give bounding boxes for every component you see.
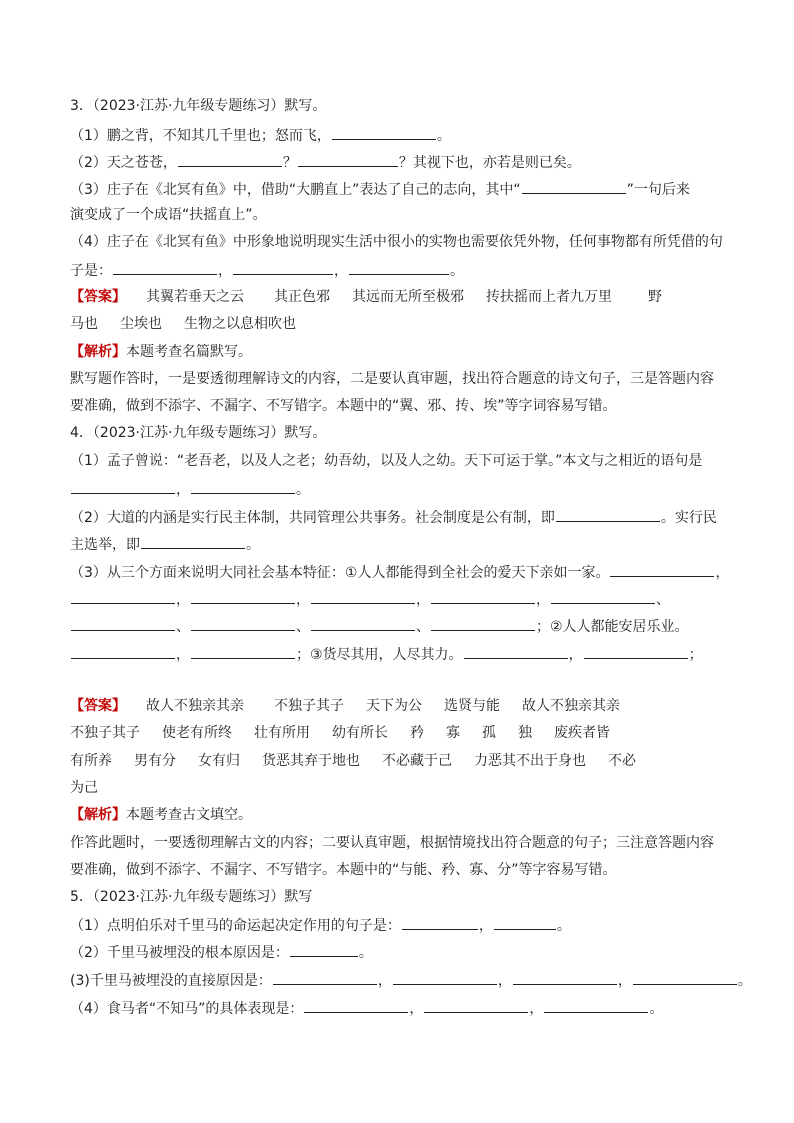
answer-label: 【答案】	[70, 289, 126, 305]
q3-item-3: （3）庄子在《北冥有鱼》中，借助“大鹏直上”表达了自己的志向，其中“ ”一句后来	[70, 179, 690, 199]
answer-blank[interactable]	[513, 970, 617, 985]
answer-blank[interactable]	[332, 125, 436, 140]
answer-blank[interactable]	[610, 562, 714, 577]
q4-answer: 【答案】 故人不独亲其亲 不独子其子 天下为公 选贤与能 故人不独亲其亲	[70, 698, 620, 714]
answer-blank[interactable]	[113, 260, 217, 275]
answer-blank[interactable]	[424, 998, 528, 1013]
q3-title: 3．（2023·江苏·九年级专题练习）默写。	[70, 98, 327, 114]
answer-blank[interactable]	[556, 507, 660, 522]
q4-answer-cont: 为己	[70, 780, 98, 796]
analysis-label: 【解析】	[70, 807, 126, 823]
q5-item-2: （2）千里马被埋没的根本原因是： 。	[70, 942, 373, 962]
q4-analysis-text: 要准确，做到不添字、不漏字、不写错字。本题中的“与能、矜、寡、分”等字容易写错。	[70, 862, 617, 878]
q4-item-3-blanks: ， ；③货尽其用，人尽其力。 ， ；	[70, 644, 703, 664]
answer-blank[interactable]	[311, 589, 415, 604]
answer-blank[interactable]	[191, 589, 295, 604]
q3-analysis-text: 要准确，做到不添字、不漏字、不写错字。本题中的“翼、邪、抟、埃”等字词容易写错。	[70, 398, 617, 414]
answer-blank[interactable]	[273, 970, 377, 985]
q3-answer: 【答案】 其翼若垂天之云 其正色邪 其远而无所至极邪 抟扶摇而上者九万里 野	[70, 289, 662, 305]
q4-analysis: 【解析】本题考查古文填空。	[70, 807, 252, 823]
q4-item-2: （2）大道的内涵是实行民主体制，共同管理公共事务。社会制度是公有制，即 。实行民	[70, 507, 717, 527]
q5-item-4: （4）食马者“不知马”的具体表现是： ， ， 。	[70, 998, 663, 1018]
answer-blank[interactable]	[431, 589, 535, 604]
answer-label: 【答案】	[70, 698, 126, 714]
q4-answer-cont: 有所养 男有分 女有归 货恶其弃于地也 不必藏于己 力恶其不出于身也 不必	[70, 753, 636, 769]
q3-analysis: 【解析】本题考查名篇默写。	[70, 344, 252, 360]
q4-title: 4．（2023·江苏·九年级专题练习）默写。	[70, 425, 327, 441]
answer-blank[interactable]	[71, 644, 175, 659]
answer-blank[interactable]	[402, 915, 478, 930]
q3-item-4-cont: 子是： ， ， 。	[70, 260, 464, 280]
answer-blank[interactable]	[464, 644, 568, 659]
answer-blank[interactable]	[494, 915, 556, 930]
q5-title: 5．（2023·江苏·九年级专题练习）默写	[70, 889, 313, 905]
q4-item-1: （1）孟子曾说：“老吾老，以及人之老；幼吾幼，以及人之幼。天下可运于掌。”本文与之相近的语句是	[70, 453, 703, 469]
answer-blank[interactable]	[71, 616, 175, 631]
q3-item-4: （4）庄子在《北冥有鱼》中形象地说明现实生活中很小的实物也需要依凭外物，任何事物都有所凭借的句	[70, 234, 723, 250]
q3-answer-cont: 马也 尘埃也 生物之以息相吹也	[70, 316, 296, 332]
q4-item-1-cont: ， 。	[70, 479, 310, 499]
answer-blank[interactable]	[633, 970, 737, 985]
answer-blank[interactable]	[178, 152, 282, 167]
answer-blank[interactable]	[290, 942, 358, 957]
q4-analysis-text: 作答此题时，一要透彻理解古文的内容；二要认真审题，根据情境找出符合题意的句子；三注意答题内容	[70, 835, 714, 851]
answer-blank[interactable]	[71, 589, 175, 604]
answer-blank[interactable]	[431, 616, 535, 631]
answer-blank[interactable]	[584, 644, 688, 659]
q5-item-1: （1）点明伯乐对千里马的命运起决定作用的句子是： ， 。	[70, 915, 571, 935]
q3-item-2: （2）天之苍苍， ？ ？其视下也，亦若是则已矣。	[70, 152, 581, 172]
answer-blank[interactable]	[191, 616, 295, 631]
answer-blank[interactable]	[71, 479, 175, 494]
q4-item-3: （3）从三个方面来说明大同社会基本特征：①人人都能得到全社会的爱天下亲如一家。 ，	[70, 562, 729, 582]
analysis-label: 【解析】	[70, 344, 126, 360]
answer-blank[interactable]	[141, 534, 245, 549]
q4-answer-cont: 不独子其子 使老有所终 壮有所用 幼有所长 矜 寡 孤 独 废疾者皆	[70, 725, 610, 741]
answer-blank[interactable]	[551, 589, 655, 604]
answer-blank[interactable]	[191, 644, 295, 659]
q3-item-3-cont: 演变成了一个成语“扶摇直上”。	[70, 207, 267, 223]
q4-item-2-cont: 主选举，即 。	[70, 534, 260, 554]
answer-blank[interactable]	[544, 998, 648, 1013]
answer-blank[interactable]	[304, 998, 408, 1013]
q4-item-3-blanks: ， ， ， ， 、	[70, 589, 670, 609]
answer-blank[interactable]	[298, 152, 398, 167]
answer-blank[interactable]	[311, 616, 415, 631]
q3-item-1: （1）鹏之背，不知其几千里也；怒而飞， 。	[70, 125, 451, 145]
q4-item-3-blanks: 、 、 、 ；②人人都能安居乐业。	[70, 616, 689, 636]
answer-blank[interactable]	[191, 479, 295, 494]
answer-blank[interactable]	[233, 260, 333, 275]
answer-blank[interactable]	[349, 260, 449, 275]
answer-blank[interactable]	[522, 179, 626, 194]
q3-analysis-text: 默写题作答时，一是要透彻理解诗文的内容，二是要认真审题，找出符合题意的诗文句子，三是答题内容	[70, 371, 714, 387]
q5-item-3: (3)千里马被埋没的直接原因是： ， ， ， 。	[70, 970, 752, 990]
answer-blank[interactable]	[393, 970, 497, 985]
